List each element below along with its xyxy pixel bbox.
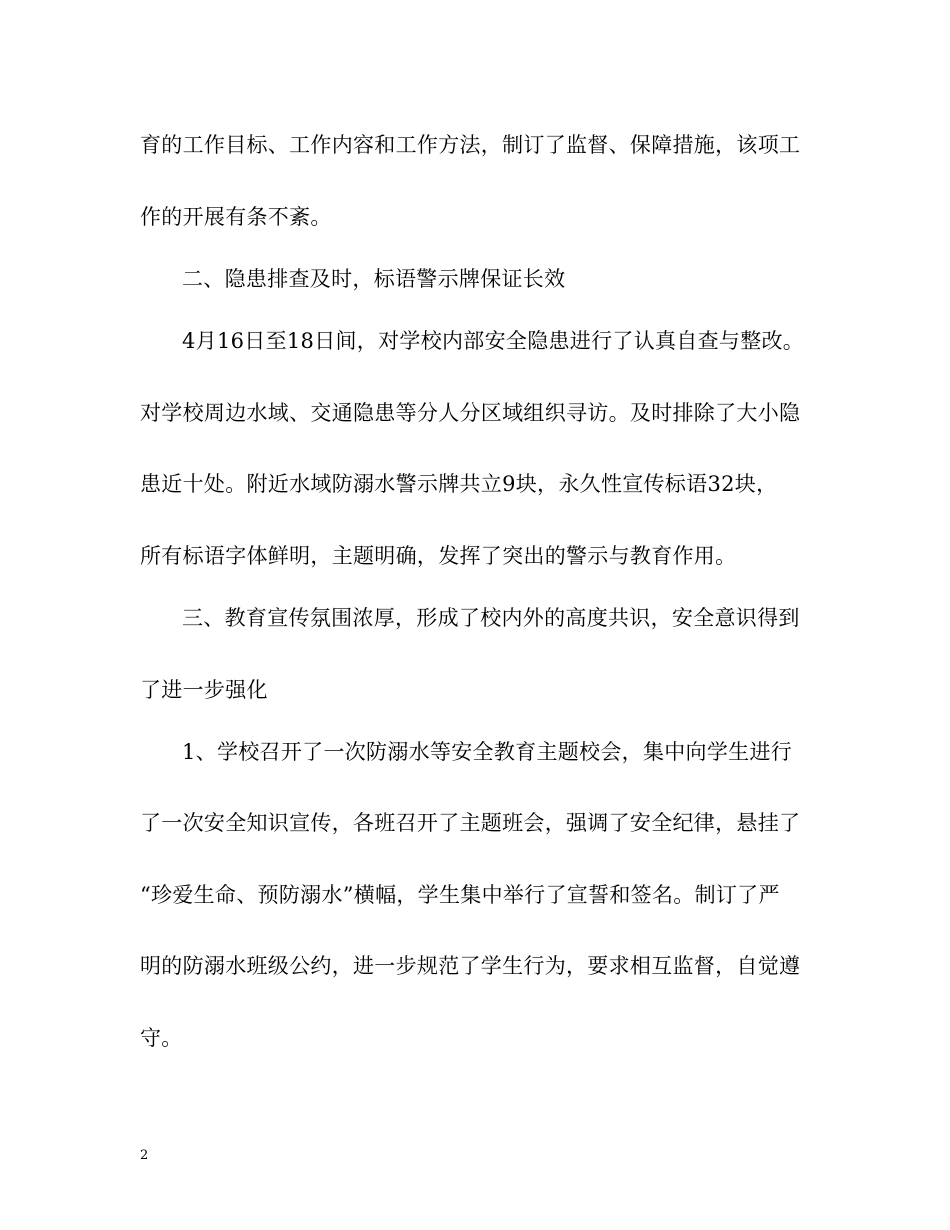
paragraph-line: “珍爱生命、预防溺水”横幅，学生集中举行了宣誓和签名。制订了严 bbox=[140, 883, 780, 907]
section-heading: 二、隐患排查及时，标语警示牌保证长效 bbox=[182, 267, 566, 291]
paragraph-line: 守。 bbox=[140, 1026, 183, 1050]
paragraph-line: 4月16日至18日间，对学校内部安全隐患进行了认真自查与整改。 bbox=[182, 329, 805, 353]
paragraph-line: 育的工作目标、工作内容和工作方法，制订了监督、保障措施，该项工 bbox=[140, 133, 801, 157]
paragraph-line: 患近十处。附近水域防溺水警示牌共立9块，永久性宣传标语32块， bbox=[140, 472, 778, 496]
paragraph-line: 了一次安全知识宣传，各班召开了主题班会，强调了安全纪律，悬挂了 bbox=[140, 811, 801, 835]
paragraph-line: 作的开展有条不紊。 bbox=[140, 205, 332, 229]
paragraph-line: 所有标语字体鲜明，主题明确，发挥了突出的警示与教育作用。 bbox=[140, 544, 737, 568]
paragraph-line: 明的防溺水班级公约，进一步规范了学生行为，要求相互监督，自觉遵 bbox=[140, 954, 801, 978]
section-heading-continued: 了进一步强化 bbox=[140, 678, 268, 702]
paragraph-line: 对学校周边水域、交通隐患等分人分区域组织寻访。及时排除了大小隐 bbox=[140, 401, 801, 425]
page-number: 2 bbox=[140, 1148, 149, 1163]
section-heading: 三、教育宣传氛围浓厚，形成了校内外的高度共识，安全意识得到 bbox=[182, 606, 800, 630]
paragraph-line: 1、学校召开了一次防溺水等安全教育主题校会，集中向学生进行 bbox=[182, 740, 793, 764]
